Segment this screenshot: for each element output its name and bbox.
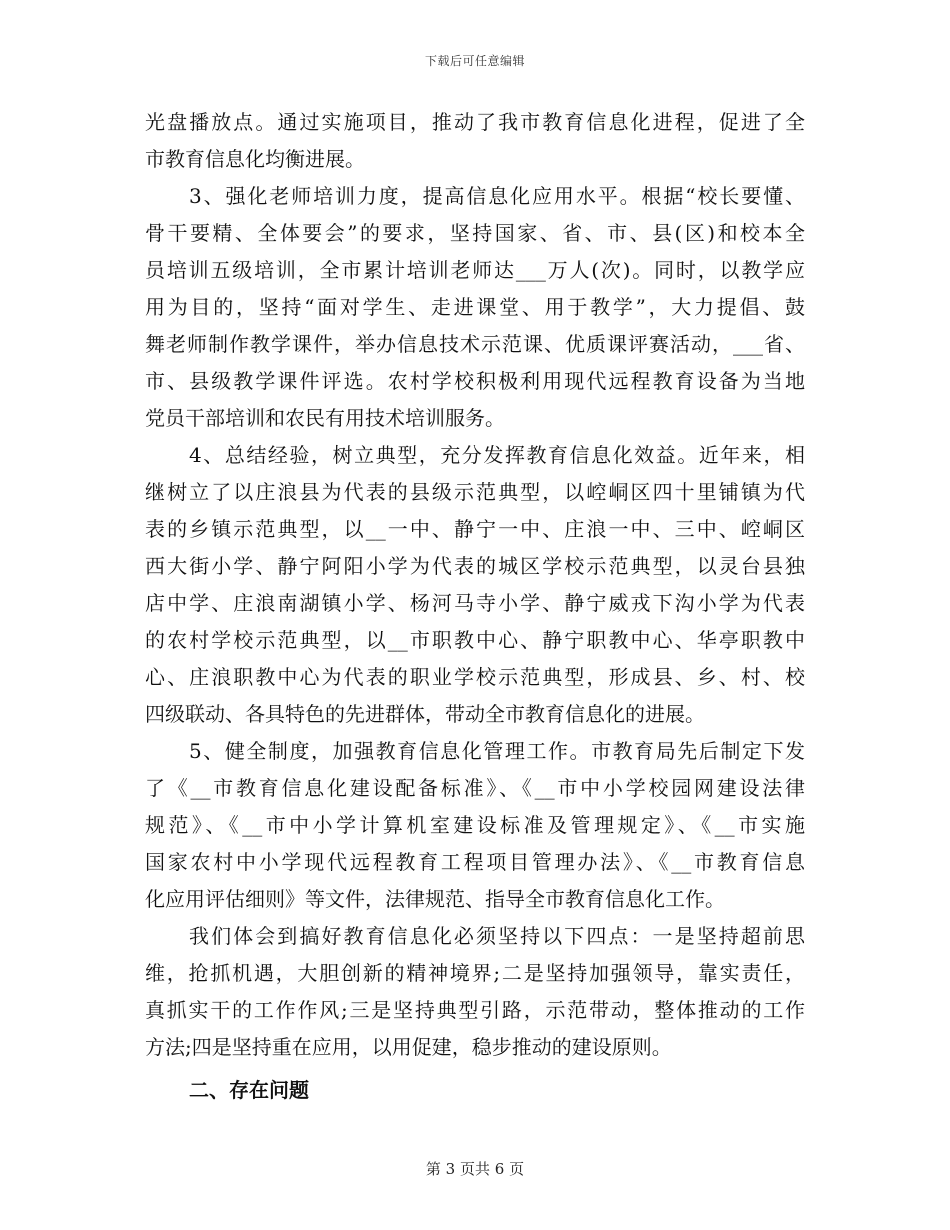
paragraph-3-line: 3、强化老师培训力度，提高信息化应用水平。根据“校长要懂、 [189,184,805,208]
text-line: 员培训五级培训，全市累计培训老师达___万人(次)。同时，以教学应 [145,258,805,282]
text-line: 的农村学校示范典型，以__市职教中心、静宁职教中心、华亭职教中 [145,628,805,652]
text-line: 市、县级教学课件评选。农村学校积极利用现代远程教育设备为当地 [145,369,805,393]
text-line: 了《__市教育信息化建设配备标准》、《__市中小学校园网建设法律 [145,776,805,800]
text-line: 市教育信息化均衡进展。 [145,147,365,171]
text-line: 党员干部培训和农民有用技术培训服务。 [145,406,505,430]
text-line: 舞老师制作教学课件，举办信息技术示范课、优质课评赛活动，___省、 [145,332,805,356]
section-heading: 二、存在问题 [189,1078,309,1102]
text-line: 方法;四是坚持重在应用，以用促建，稳步推动的建设原则。 [145,1035,672,1059]
text-line: 西大街小学、静宁阿阳小学为代表的城区学校示范典型，以灵台县独 [145,554,805,578]
text-line: 维，抢抓机遇，大胆创新的精神境界;二是坚持加强领导，靠实责任， [145,961,805,985]
text-line: 心、庄浪职教中心为代表的职业学校示范典型，形成县、乡、村、校 [145,665,805,689]
text-line: 规范》、《__市中小学计算机室建设标准及管理规定》、《__市实施 [145,813,805,837]
paragraph-5-line: 5、健全制度，加强教育信息化管理工作。市教育局先后制定下发 [189,739,805,763]
document-body [145,104,805,1109]
text-line: 表的乡镇示范典型，以__一中、静宁一中、庄浪一中、三中、崆峒区 [145,517,805,541]
text-line: 店中学、庄浪南湖镇小学、杨河马寺小学、静宁威戎下沟小学为代表 [145,591,805,615]
text-line: 真抓实干的工作作风;三是坚持典型引路，示范带动，整体推动的工作 [145,998,805,1022]
paragraph-4-line: 4、总结经验，树立典型，充分发挥教育信息化效益。近年来，相 [189,443,805,467]
page-number: 第 3 页共 6 页 [425,1160,525,1178]
summary-paragraph-line: 我们体会到搞好教育信息化必须坚持以下四点：一是坚持超前思 [189,924,805,948]
text-line: 化应用评估细则》等文件，法律规范、指导全市教育信息化工作。 [145,887,725,911]
text-line: 用为目的，坚持“面对学生、走进课堂、用于教学”，大力提倡、鼓 [145,295,805,319]
page-header: 下载后可任意编辑 [424,54,525,68]
text-line: 骨干要精、全体要会”的要求，坚持国家、省、市、县(区)和校本全 [145,221,805,245]
text-line: 国家农村中小学现代远程教育工程项目管理办法》、《__市教育信息 [145,850,805,874]
text-line: 光盘播放点。通过实施项目，推动了我市教育信息化进程，促进了全 [145,110,805,134]
text-line: 四级联动、各具特色的先进群体，带动全市教育信息化的进展。 [145,702,705,726]
text-line: 继树立了以庄浪县为代表的县级示范典型，以崆峒区四十里铺镇为代 [145,480,805,504]
